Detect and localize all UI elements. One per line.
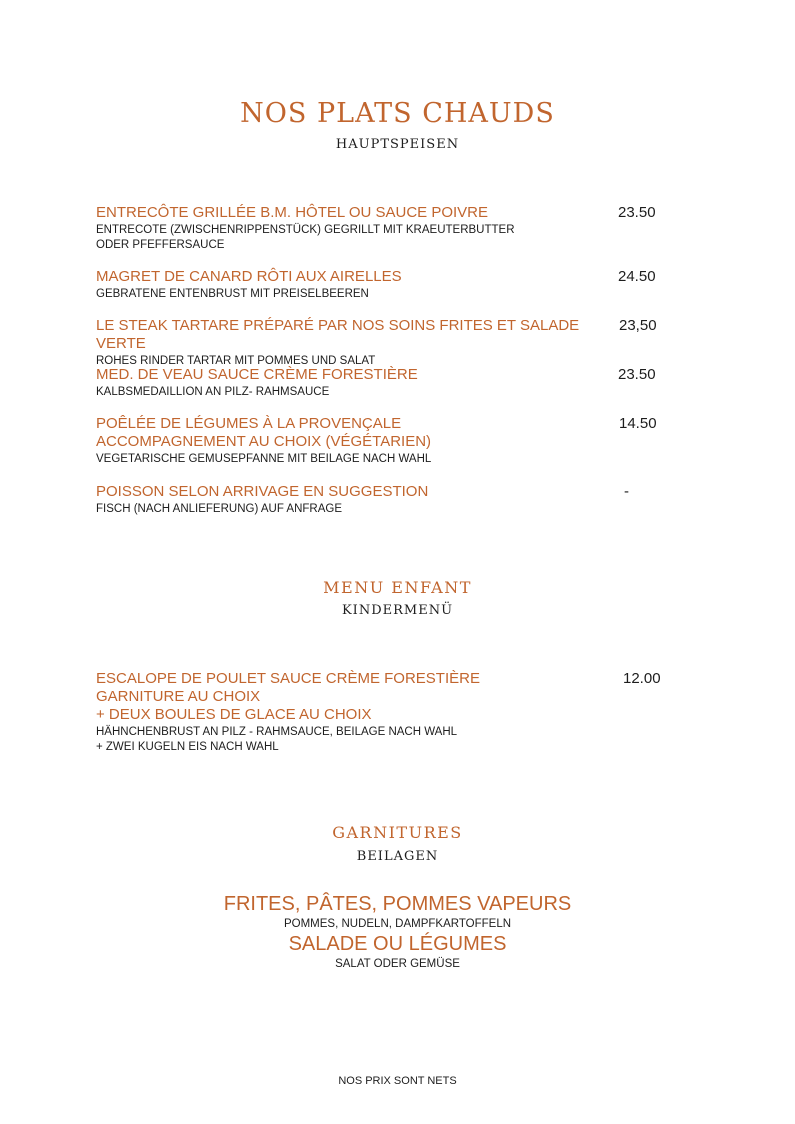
- side-dish-fr: SALADE OU LÉGUMES: [288, 933, 507, 955]
- section-subtitle-kids: KINDERMENÜ: [341, 603, 454, 618]
- dish-price: -: [624, 483, 629, 500]
- dish-price: 23.50: [618, 204, 656, 221]
- dish-name-fr: MAGRET DE CANARD RÔTI AUX AIRELLES: [96, 268, 402, 285]
- page-subtitle: HAUPTSPEISEN: [335, 137, 460, 152]
- dish-name-fr: MED. DE VEAU SAUCE CRÈME FORESTIÈRE: [96, 366, 418, 383]
- menu-item-kids: [96, 670, 596, 755]
- dish-name-de: VEGETARISCHE GEMUSEPFANNE MIT BEILAGE NACH WAHL: [96, 453, 432, 465]
- menu-item-magret: [96, 268, 596, 302]
- menu-item-tartare: [96, 317, 596, 369]
- footer-note: NOS PRIX SONT NETS: [338, 1075, 457, 1087]
- menu-item-poisson: [96, 483, 596, 517]
- side-dish-de: SALAT ODER GEMÜSE: [335, 958, 460, 970]
- dish-name-de: HÄHNCHENBRUST AN PILZ - RAHMSAUCE, BEILAGE NACH WAHL + ZWEI KUGELN EIS NACH WAHL: [96, 726, 458, 753]
- dish-price: 23,50: [619, 317, 657, 334]
- dish-price: 12.00: [623, 670, 661, 687]
- side-dish-fr: FRITES, PÂTES, POMMES VAPEURS: [223, 893, 572, 915]
- section-title-sides: GARNITURES: [332, 823, 463, 842]
- dish-name-de: ENTRECOTE (ZWISCHENRIPPENSTÜCK) GEGRILLT MIT KRAEUTERBUTTER ODER PFEFFERSAUCE: [96, 224, 515, 251]
- dish-name-fr: ESCALOPE DE POULET SAUCE CRÈME FORESTIÈRE GARNITURE AU CHOIX + DEUX BOULES DE GLACE AU CHOIX: [96, 670, 480, 723]
- page-title: NOS PLATS CHAUDS: [240, 98, 555, 129]
- dish-name-de: GEBRATENE ENTENBRUST MIT PREISELBEEREN: [96, 288, 369, 300]
- section-title-kids: MENU ENFANT: [323, 578, 472, 597]
- side-dish-de: POMMES, NUDELN, DAMPFKARTOFFELN: [283, 918, 512, 930]
- dish-name-fr: POISSON SELON ARRIVAGE EN SUGGESTION: [96, 483, 429, 500]
- dish-name-fr: LE STEAK TARTARE PRÉPARÉ PAR NOS SOINS FRITES ET SALADE VERTE: [96, 317, 580, 352]
- dish-price: 24.50: [618, 268, 656, 285]
- section-subtitle-sides: BEILAGEN: [356, 849, 439, 864]
- dish-name-de: FISCH (NACH ANLIEFERUNG) AUF ANFRAGE: [96, 503, 343, 515]
- dish-name-fr: POÊLÉE DE LÉGUMES À LA PROVENÇALE ACCOMPAGNEMENT AU CHOIX (VÉGÉTARIEN): [96, 415, 432, 450]
- dish-name-fr: ENTRECÔTE GRILLÉE B.M. HÔTEL OU SAUCE POIVRE: [96, 204, 489, 221]
- dish-price: 14.50: [619, 415, 657, 432]
- dish-name-de: ROHES RINDER TARTAR MIT POMMES UND SALAT: [96, 355, 376, 367]
- dish-price: 23.50: [618, 366, 656, 383]
- dish-name-de: KALBSMEDAILLION AN PILZ- RAHMSAUCE: [96, 386, 330, 398]
- menu-item-entrecote: [96, 204, 596, 253]
- menu-item-veau: [96, 366, 596, 400]
- menu-item-legumes: [96, 415, 596, 467]
